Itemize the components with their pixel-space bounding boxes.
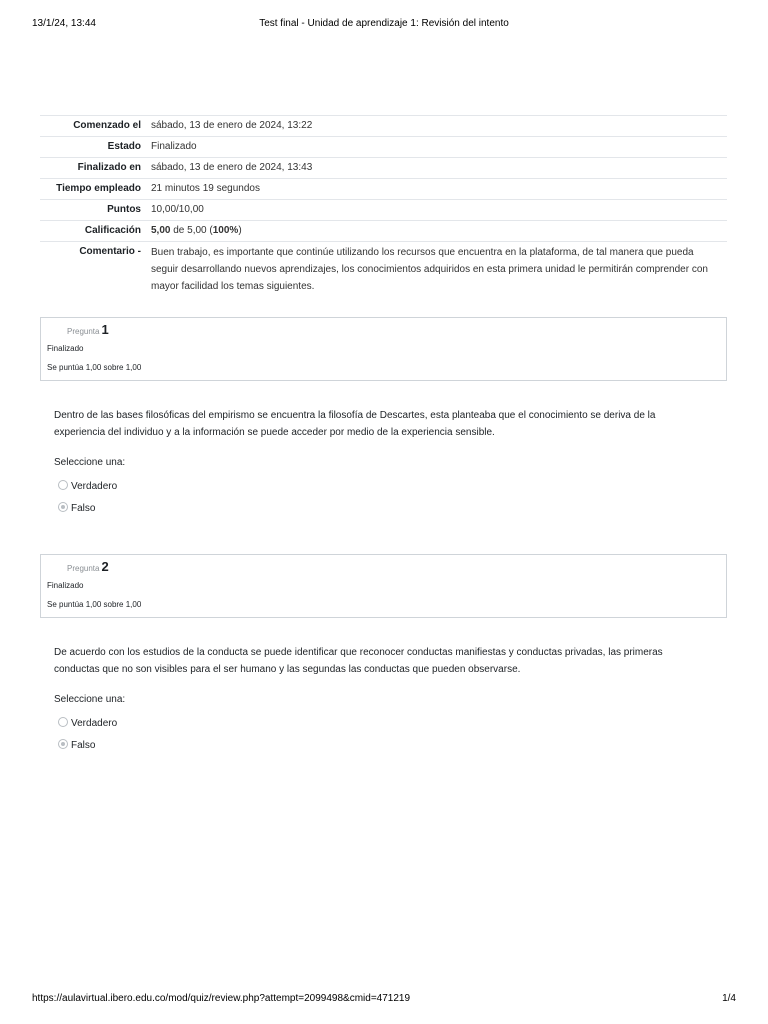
answer-option-true[interactable] — [58, 717, 117, 731]
answer-option-false[interactable] — [58, 502, 95, 516]
grade-percent: 100% — [212, 225, 239, 236]
question-text: De acuerdo con los estudios de la conducta se puede identificar que reconocer conductas manifiestas y conductas privadas, las primeras conductas que no son visibles para el ser humano y las segundas las conductas que pueden observarse. — [54, 647, 663, 675]
summary-row-grade — [40, 221, 727, 242]
print-footer — [0, 993, 768, 1007]
print-datetime: 13/1/24, 13:44 — [32, 18, 96, 29]
page-url: https://aulavirtual.ibero.edu.co/mod/quiz/review.php?attempt=2099498&cmid=471219 — [32, 993, 411, 1004]
attempt-summary-table — [40, 115, 727, 297]
answer-prompt: Seleccione una: — [54, 694, 126, 705]
summary-value: Finalizado — [146, 137, 727, 158]
question-text: Dentro de las bases filosóficas del empirismo se encuentra la filosofía de Descartes, esta planteaba que el conocimiento se deriva de la experiencia del individuo y a la información se puede acceder por medio de la experiencia sensible. — [54, 410, 656, 438]
summary-row-points — [40, 200, 727, 221]
question-state: Finalizado — [47, 581, 84, 590]
question-number — [67, 559, 109, 574]
summary-label: Comentario - — [40, 242, 146, 298]
grade-out-of: de 5,00 ( — [170, 225, 213, 236]
summary-value: sábado, 13 de enero de 2024, 13:22 — [146, 116, 727, 137]
summary-value — [146, 221, 727, 242]
grade-close: ) — [238, 225, 242, 236]
summary-label: Calificación — [40, 221, 146, 242]
question-number — [67, 322, 109, 337]
summary-row-started — [40, 116, 727, 137]
summary-label: Puntos — [40, 200, 146, 221]
radio-button[interactable] — [58, 480, 68, 490]
summary-label: Comenzado el — [40, 116, 146, 137]
summary-row-finished — [40, 158, 727, 179]
question-number-label: Pregunta — [67, 327, 100, 336]
summary-row-state — [40, 137, 727, 158]
summary-label: Tiempo empleado — [40, 179, 146, 200]
page-counter: 1/4 — [722, 993, 736, 1004]
summary-label: Estado — [40, 137, 146, 158]
answer-option-label: Falso — [71, 503, 96, 514]
summary-row-comment — [40, 242, 727, 298]
answer-option-label: Verdadero — [71, 481, 118, 492]
summary-value: sábado, 13 de enero de 2024, 13:43 — [146, 158, 727, 179]
question-number-value: 2 — [101, 559, 109, 574]
radio-button[interactable] — [58, 717, 68, 727]
summary-value: 21 minutos 19 segundos — [146, 179, 727, 200]
answer-option-label: Falso — [71, 740, 96, 751]
answer-option-true[interactable] — [58, 480, 117, 494]
answer-option-false[interactable] — [58, 739, 95, 753]
feedback-comment: Buen trabajo, es importante que continúe utilizando los recursos que encuentra en la plataforma, de tal manera que pueda seguir desarrollando nuevos aprendizajes, los conocimientos adquiridos en esta primera unidad le permitirán comprender con mayor facilidad los temas siguientes. — [146, 242, 727, 298]
question-info-box — [40, 317, 727, 381]
summary-value: 10,00/10,00 — [146, 200, 727, 221]
summary-label: Finalizado en — [40, 158, 146, 179]
question-state: Finalizado — [47, 344, 84, 353]
question-grade: Se puntúa 1,00 sobre 1,00 — [47, 600, 142, 609]
print-header — [0, 18, 768, 32]
radio-button-selected[interactable] — [58, 739, 68, 749]
answer-option-label: Verdadero — [71, 718, 118, 729]
question-info-box — [40, 554, 727, 618]
answer-prompt: Seleccione una: — [54, 457, 126, 468]
print-page-title: Test final - Unidad de aprendizaje 1: Revisión del intento — [259, 18, 509, 29]
question-number-label: Pregunta — [67, 564, 100, 573]
question-grade: Se puntúa 1,00 sobre 1,00 — [47, 363, 142, 372]
question-number-value: 1 — [101, 322, 109, 337]
grade-score: 5,00 — [151, 225, 171, 236]
radio-button-selected[interactable] — [58, 502, 68, 512]
summary-row-time-taken — [40, 179, 727, 200]
